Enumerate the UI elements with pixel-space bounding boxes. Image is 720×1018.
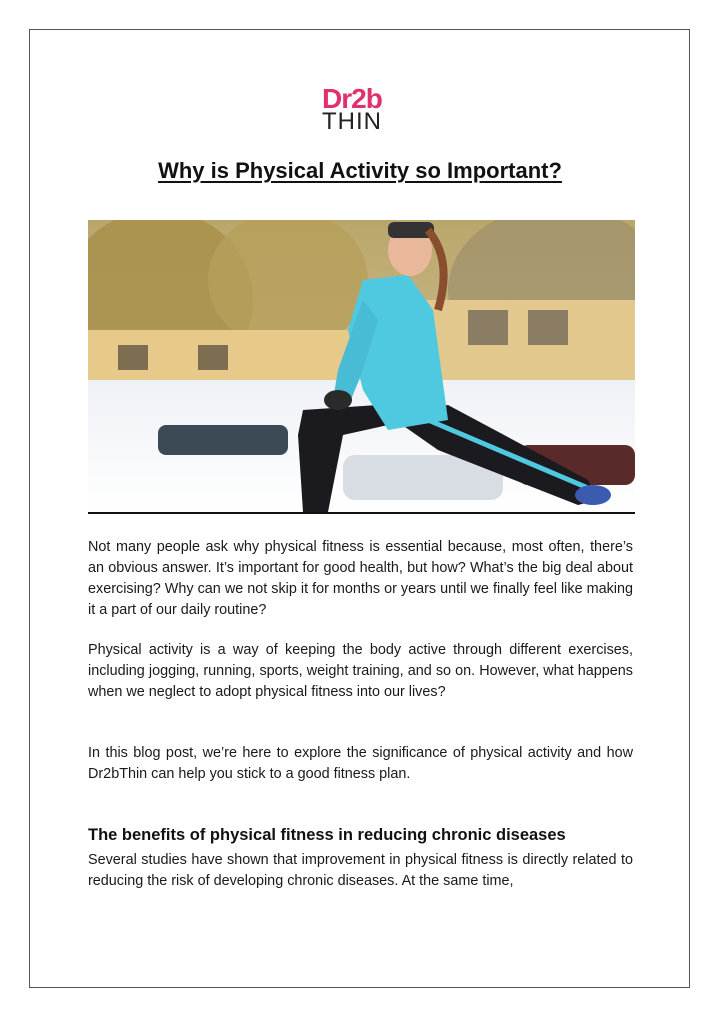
definition-paragraph: Physical activity is a way of keeping the body active through different exercises, including jogging, running, sports, weight training, and so on. However, what happens when we neglect to adopt physical fitness into our lives?: [88, 642, 633, 700]
logo-text-top: Dr2b: [322, 83, 382, 114]
hero-image: [88, 220, 635, 514]
logo-text-bottom: THIN: [322, 108, 382, 135]
purpose-paragraph: In this blog post, we’re here to explore the significance of physical activity and how Dr2bThin can help you stick to a good fitness plan.: [88, 745, 633, 782]
page-title: [0, 158, 720, 184]
intro-paragraph: Not many people ask why physical fitness is essential because, most often, there’s an obvious answer. It’s important for good health, but how? What’s the big deal about exercising? Why can we not skip it for months or years until we finally feel like making it a part of our daily routine?: [88, 539, 633, 618]
section-paragraph: Several studies have shown that improvement in physical fitness is directly related to reducing the risk of developing chronic diseases. At the same time,: [88, 852, 633, 889]
section-heading: The benefits of physical fitness in reducing chronic diseases: [88, 826, 566, 844]
woman-stretching-in-snow-photo: [88, 220, 635, 512]
brand-logo: [322, 83, 404, 135]
page-title-text: Why is Physical Activity so Important?: [158, 158, 562, 183]
